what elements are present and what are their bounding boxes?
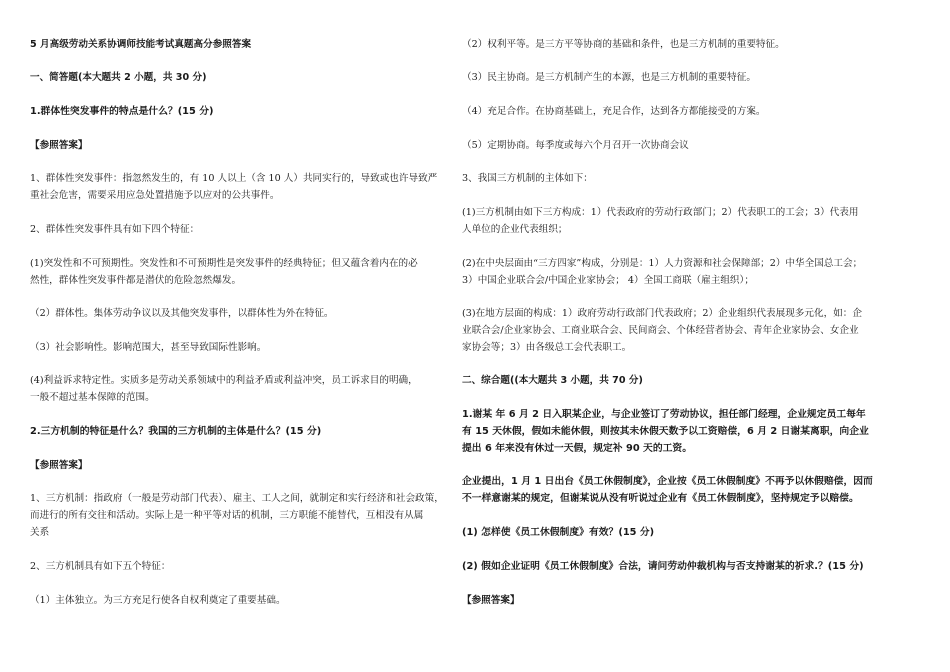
- case-line: 有 15 天休假，假如未能休假，则按其未休假天数予以工资赔偿，6 月 2 日谢某离职，向企业: [462, 426, 869, 437]
- reference-answer-label: 【参照答案】: [462, 595, 520, 606]
- paragraph-line: （4）充足合作。在协商基础上，充足合作，达到各方都能接受的方案。: [462, 106, 766, 117]
- paragraph-line: 3、我国三方机制的主体如下：: [462, 173, 593, 184]
- paragraph-line: 重社会危害，需要采用应急处置措施予以应对的公共事件。: [30, 190, 280, 201]
- document-title: 5 月高级劳动关系协调师技能考试真题高分参照答案: [30, 39, 252, 50]
- paragraph-line: 家协会等；3）由各级总工会代表职工。: [462, 342, 632, 353]
- paragraph-line: (2)在中央层面由“三方四家”构成，分别是：1）人力资源和社会保障部；2）中华全国总工会；: [462, 258, 863, 269]
- paragraph-line: 1、三方机制：指政府（一般是劳动部门代表）、雇主、工人之间，就制定和实行经济和社会政策，: [30, 493, 444, 504]
- case-line: 企业提出，1 月 1 日出台《员工休假制度》，企业按《员工休假制度》不再予以休假赔偿，因而: [462, 476, 873, 487]
- paragraph-line: (1)三方机制由如下三方构成：1）代表政府的劳动行政部门；2）代表职工的工会；3）代表用: [462, 207, 859, 218]
- sub-question-2: (2) 假如企业证明《员工休假制度》合法，请问劳动仲裁机构与否支持谢某的祈求.？(15 分): [462, 561, 864, 572]
- paragraph-line: 2、群体性突发事件具有如下四个特征：: [30, 224, 200, 235]
- reference-answer-label: 【参照答案】: [30, 140, 88, 151]
- paragraph-line: 人单位的企业代表组织；: [462, 224, 568, 235]
- paragraph-line: 业联合会/企业家协会、工商业联合会、民间商会、个体经营者协会、青年企业家协会、女企业: [462, 325, 859, 336]
- case-line: 1.谢某 年 6 月 2 日入职某企业，与企业签订了劳动协议，担任部门经理，企业规定员工每年: [462, 409, 866, 420]
- paragraph-line: 2、三方机制具有如下五个特征：: [30, 561, 171, 572]
- question-2-heading: 2.三方机制的特征是什么？我国的三方机制的主体是什么？(15 分): [30, 426, 322, 437]
- paragraph-line: （5）定期协商。每季度或每六个月召开一次协商会议: [462, 140, 689, 151]
- paragraph-line: 关系: [30, 527, 50, 538]
- sub-question-1: (1) 怎样使《员工休假制度》有效？(15 分): [462, 527, 655, 538]
- paragraph-line: （2）群体性。集体劳动争议以及其他突发事件，以群体性为外在特征。: [30, 308, 334, 319]
- paragraph-line: (4)利益诉求特定性。实质多是劳动关系领域中的利益矛盾或利益冲突，员工诉求目的明确，: [30, 375, 418, 386]
- paragraph-line: (3)在地方层面的构成：1）政府劳动行政部门代表政府；2）企业组织代表展现多元化，如：企: [462, 308, 862, 319]
- paragraph-line: （3）民主协商。是三方机制产生的本源，也是三方机制的重要特征。: [462, 72, 756, 83]
- paragraph-line: 而进行的所有交往和活动。实际上是一种平等对话的机制，三方职能不能替代，互相没有从属: [30, 510, 424, 521]
- paragraph-line: (1)突发性和不可预期性。突发性和不可预期性是突发事件的经典特征；但又蕴含着内在的必: [30, 258, 418, 269]
- case-line: 不一样意谢某的规定，但谢某说从没有听说过企业有《员工休假制度》，坚持规定予以赔偿。: [462, 493, 859, 504]
- case-line: 提出 6 年来没有休过一天假，规定补 90 天的工资。: [462, 443, 693, 454]
- paragraph-line: （1）主体独立。为三方充足行使各自权利奠定了重要基础。: [30, 595, 286, 606]
- section-heading-comprehensive: 二、综合题((本大题共 3 小题，共 70 分): [462, 375, 643, 386]
- paragraph-line: 然性，群体性突发事件都是潜伏的危险忽然爆发。: [30, 275, 242, 286]
- paragraph-line: 1、群体性突发事件：指忽然发生的，有 10 人以上（含 10 人）共同实行的，导致或也许导致严: [30, 173, 438, 184]
- paragraph-line: （2）权利平等。是三方平等协商的基础和条件，也是三方机制的重要特征。: [462, 39, 785, 50]
- section-heading-short-answer: 一、简答题(本大题共 2 小题，共 30 分): [30, 72, 207, 83]
- question-1-heading: 1.群体性突发事件的特点是什么？(15 分): [30, 106, 214, 117]
- paragraph-line: 一般不超过基本保障的范围。: [30, 392, 155, 403]
- paragraph-line: 3）中国企业联合会/中国企业家协会； 4）全国工商联（雇主组织）；: [462, 275, 754, 286]
- paragraph-line: （3）社会影响性。影响范围大，甚至导致国际性影响。: [30, 342, 267, 353]
- reference-answer-label: 【参照答案】: [30, 460, 88, 471]
